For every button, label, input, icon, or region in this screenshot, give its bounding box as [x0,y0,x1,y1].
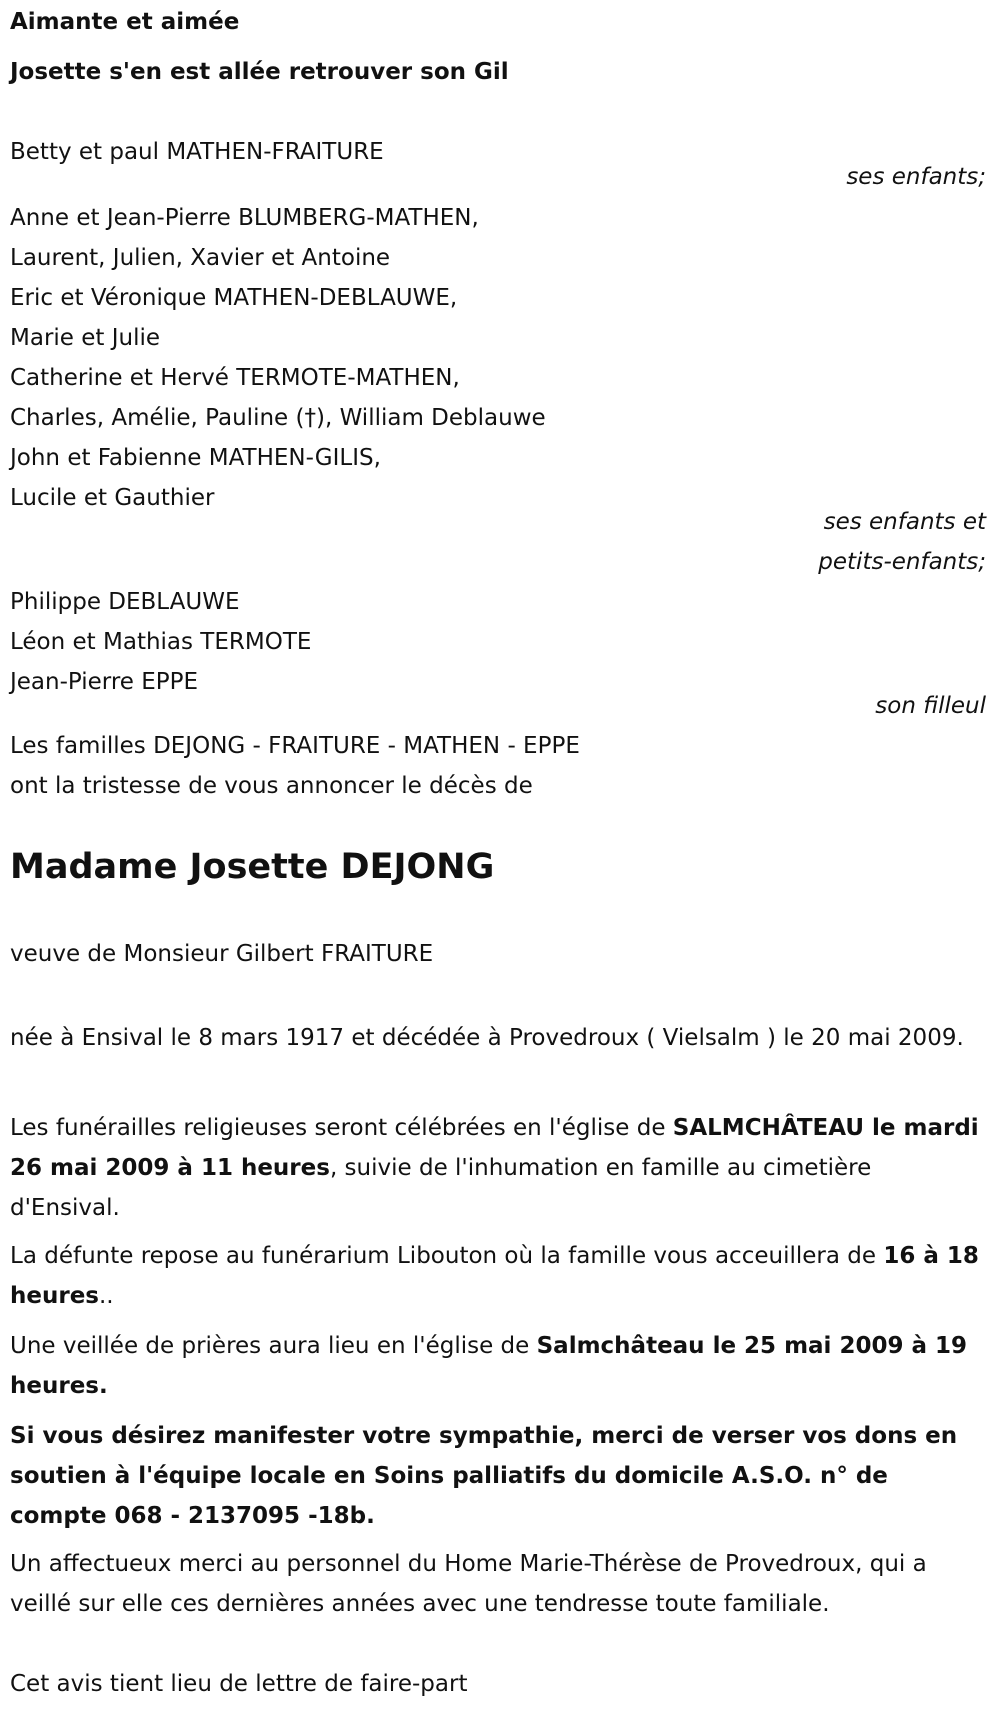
grandchildren-line: John et Fabienne MATHEN-GILIS, [10,445,381,471]
vigil-paragraph [10,1326,980,1406]
repose-text-post: .. [98,1283,114,1309]
header-line-1: Aimante et aimée [10,9,240,35]
grandchildren-line: Anne et Jean-Pierre BLUMBERG-MATHEN, [10,205,479,231]
children-label: ses enfants; [846,164,986,190]
birth-death-paragraph: née à Ensival le 8 mars 1917 et décédée à Provedroux ( Vielsalm ) le 20 mai 2009. [10,1025,964,1051]
godson-line: Léon et Mathias TERMOTE [10,629,312,655]
families-line-2: ont la tristesse de vous annoncer le décès de [10,773,533,799]
repose-paragraph [10,1236,980,1316]
grandchildren-line: Charles, Amélie, Pauline (†), William Deblauwe [10,405,546,431]
grandchildren-line: Eric et Véronique MATHEN-DEBLAUWE, [10,285,458,311]
repose-hours: 16 à 18 heures [10,1243,979,1309]
funeral-paragraph [10,1108,980,1228]
widow-of: veuve de Monsieur Gilbert FRAITURE [10,941,434,967]
grandchildren-line: Marie et Julie [10,325,161,351]
deceased-name: Madame Josette DEJONG [10,847,495,887]
grandchildren-label-1: ses enfants et [823,509,986,535]
vigil-text-pre: Une veillée de prières aura lieu en l'église de [10,1333,537,1359]
donation-paragraph: Si vous désirez manifester votre sympathie, merci de verser vos dons en soutien à l'équipe locale en Soins palliatifs du domicile A.S.O. n° de compte 068 - 2137095 -18b. [10,1423,958,1529]
funeral-text-post: , suivie de l'inhumation en famille au cimetière d'Ensival. [10,1155,872,1221]
children-name: Betty et paul MATHEN-FRAITURE [10,139,384,165]
godson-line: Philippe DEBLAUWE [10,589,240,615]
funeral-date-place: SALMCHÂTEAU le mardi 26 mai 2009 à 11 heures [10,1115,979,1181]
closing-line: Cet avis tient lieu de lettre de faire-part [10,1671,468,1697]
vigil-date-time: Salmchâteau le 25 mai 2009 à 19 heures. [10,1333,968,1399]
header-line-2: Josette s'en est allée retrouver son Gil [10,59,509,85]
families-line-1: Les familles DEJONG - FRAITURE - MATHEN - EPPE [10,733,580,759]
repose-text-pre: La défunte repose au funérarium Libouton où la famille vous acceuillera de [10,1243,884,1269]
godson-label: son filleul [875,693,986,719]
grandchildren-label-2: petits-enfants; [818,549,986,575]
grandchildren-line: Laurent, Julien, Xavier et Antoine [10,245,391,271]
funeral-text-pre: Les funérailles religieuses seront célébrées en l'église de [10,1115,673,1141]
grandchildren-line: Lucile et Gauthier [10,485,215,511]
thanks-paragraph: Un affectueux merci au personnel du Home Marie-Thérèse de Provedroux, qui a veillé sur elle ces dernières années avec une tendresse toute familiale. [10,1551,927,1617]
godson-line: Jean-Pierre EPPE [10,669,199,695]
grandchildren-line: Catherine et Hervé TERMOTE-MATHEN, [10,365,460,391]
